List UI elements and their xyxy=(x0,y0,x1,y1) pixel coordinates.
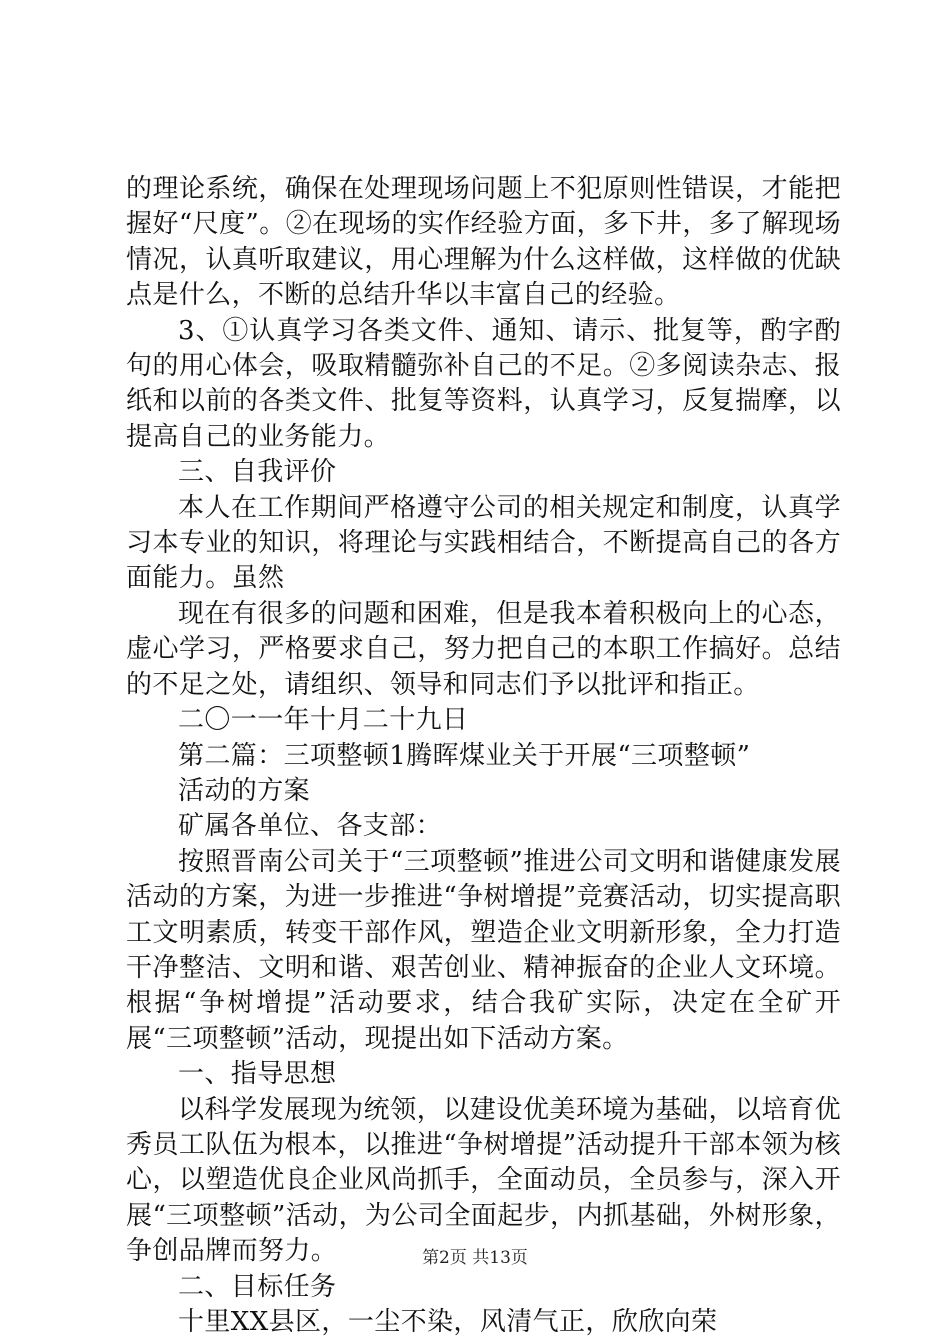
section-heading: 一、指导思想 xyxy=(178,1059,337,1090)
paragraph: 十里XX县区，一尘不染，风清气正，欣欣向荣 xyxy=(178,1307,718,1337)
paragraph: 现在有很多的问题和困难，但是我本着积极向上的心态，虚心学习，严格要求自己，努力把自己的本职工作搞好。总结的不足之处，请组织、领导和同志们予以批评和指正。 xyxy=(126,598,841,700)
paragraph: 按照晋南公司关于“三项整顿”推进公司文明和谐健康发展活动的方案，为进一步推进“争树增提”竞赛活动，切实提高职工文明素质，转变干部作风，塑造企业文明新形象，全力打造干净整洁、文明和谐、艰苦创业、精神振奋的企业人文环境。根据“争树增提”活动要求，结合我矿实际，决定在全矿开展“三项整顿”活动，现提出如下活动方案。 xyxy=(126,846,841,1054)
paragraph: 以科学发展现为统领，以建设优美环境为基础，以培育优秀员工队伍为根本，以推进“争树增提”活动提升干部本领为核心，以塑造优良企业风尚抓手，全面动员，全员参与，深入开展“三项整顿”活动，为公司全面起步，内抓基础，外树形象，争创品牌而努力。 xyxy=(126,1094,841,1267)
section-heading: 二、目标任务 xyxy=(178,1271,337,1302)
date-line: 二〇一一年十月二十九日 xyxy=(178,705,469,736)
chapter-title-continued: 活动的方案 xyxy=(178,775,311,806)
paragraph: 的理论系统，确保在处理现场问题上不犯原则性错误，才能把握好“尺度”。②在现场的实作经验方面，多下井，多了解现场情况，认真听取建议，用心理解为什么这样做，这样做的优缺点是什么，不断的总结升华以丰富自己的经验。 xyxy=(126,174,841,311)
document-body xyxy=(126,172,841,1340)
page-number-footer: 第2页 共13页 xyxy=(422,1248,528,1268)
paragraph: 3、①认真学习各类文件、通知、请示、批复等，酌字酌句的用心体会，吸取精髓弥补自己的不足。②多阅读杂志、报纸和以前的各类文件、批复等资料，认真学习，反复揣摩，以提高自己的业务能力。 xyxy=(126,315,841,452)
section-heading: 三、自我评价 xyxy=(178,457,337,488)
paragraph: 本人在工作期间严格遵守公司的相关规定和制度，认真学习本专业的知识，将理论与实践相结合，不断提高自己的各方面能力。虽然 xyxy=(126,492,841,594)
chapter-title: 第二篇：三项整顿1腾晖煤业关于开展“三项整顿” xyxy=(178,740,751,771)
salutation: 矿属各单位、各支部： xyxy=(178,811,443,842)
